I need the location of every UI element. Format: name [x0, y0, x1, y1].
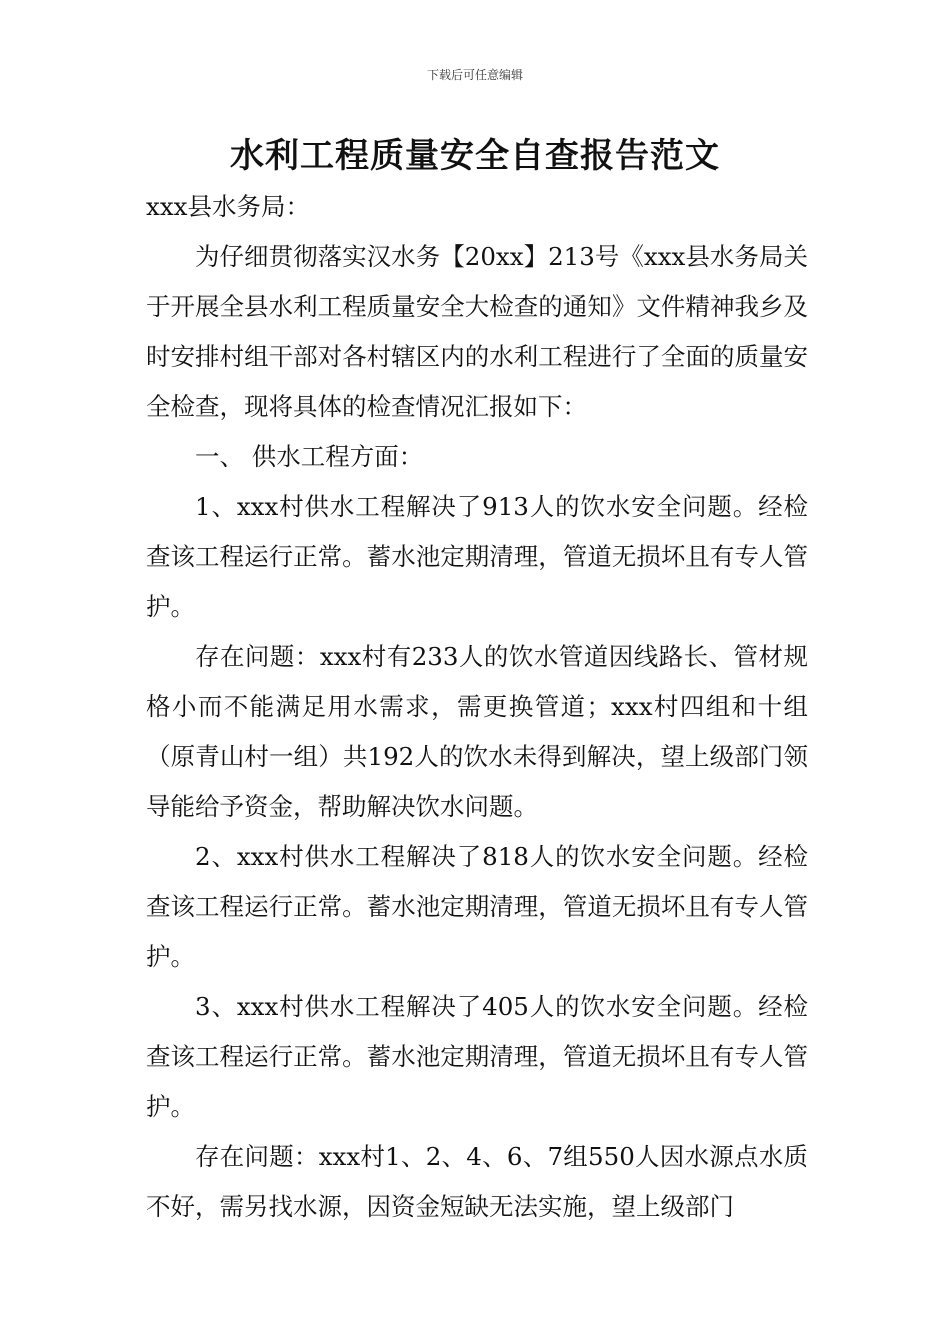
paragraph-item-3: 3、xxx村供水工程解决了405人的饮水安全问题。经检查该工程运行正常。蓄水池定期清理，管道无损坏且有专人管护。 [146, 992, 808, 1121]
paragraph-item-2: 2、xxx村供水工程解决了818人的饮水安全问题。经检查该工程运行正常。蓄水池定期清理，管道无损坏且有专人管护。 [146, 842, 808, 971]
paragraph-item-1: 1、xxx村供水工程解决了913人的饮水安全问题。经检查该工程运行正常。蓄水池定期清理，管道无损坏且有专人管护。 [146, 492, 808, 621]
paragraph-issue-3: 存在问题：xxx村1、2、4、6、7组550人因水源点水质不好，需另找水源，因资金短缺无法实施，望上级部门 [146, 1142, 808, 1221]
paragraph-issue-1: 存在问题：xxx村有233人的饮水管道因线路长、管材规格小而不能满足用水需求，需更换管道；xxx村四组和十组（原青山村一组）共192人的饮水未得到解决，望上级部门领导能给予资金，帮助解决饮水问题。 [146, 642, 808, 821]
document-title: 水利工程质量安全自查报告范文 [230, 136, 720, 176]
header-note: 下载后可任意编辑 [426, 68, 523, 82]
salutation: xxx县水务局： [146, 192, 310, 221]
section-heading-water-supply: 一、 供水工程方面： [195, 442, 424, 471]
document-body [146, 182, 808, 1232]
paragraph-intro: 为仔细贯彻落实汉水务【20xx】213号《xxx县水务局关于开展全县水利工程质量安全大检查的通知》文件精神我乡及时安排村组干部对各村辖区内的水利工程进行了全面的质量安全检查，现将具体的检查情况汇报如下： [146, 242, 808, 421]
